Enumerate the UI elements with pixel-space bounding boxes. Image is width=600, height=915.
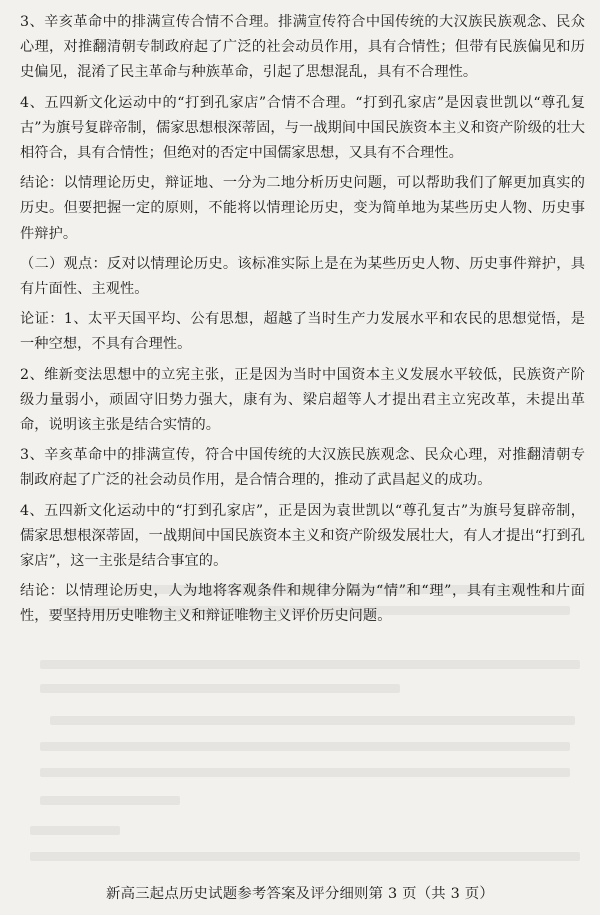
bleed-through-line [40, 684, 400, 693]
paragraph-viewpoint-2: （二）观点：反对以情理论历史。该标准实际上是在为某些历史人物、历史事件辩护，具有片面性、主观性。 [20, 255, 585, 298]
page-footer: 新高三起点历史试题参考答案及评分细则第 3 页（共 3 页） [106, 886, 494, 902]
bleed-through-line [40, 796, 180, 805]
paragraph-conclusion-1: 结论：以情理论历史，辩证地、一分为二地分析历史问题，可以帮助我们了解更加真实的历史。但要把握一定的原则，不能将以情理论历史，变为简单地为某些历史人物、历史事件辩护。 [20, 175, 585, 242]
paragraph-may-fourth-view: 4、五四新文化运动中的“打到孔家店”合情不合理。“打到孔家店”是因袁世凯以“尊孔复古”为旗号复辟帝制，儒家思想根深蒂固，与一战期间中国民族资本主义和资产阶级的壮大相符合，具有合情性；但绝对的否定中国儒家思想，又具有不合理性。 [20, 94, 585, 162]
bleed-through-line [30, 826, 120, 835]
paragraph-xinhai-view: 3、辛亥革命中的排满宣传合情不合理。排满宣传符合中国传统的大汉族民族观念、民众心理，对推翻清朝专制政府起了广泛的社会动员作用，具有合情性；但带有民族偏见和历史偏见，混淆了民主革命与种族革命，引起了思想混乱，具有不合理性。 [20, 14, 585, 81]
paragraph-argument-taiping: 论证：1、太平天国平均、公有思想，超越了当时生产力发展水平和农民的思想觉悟，是一种空想，不具有合理性。 [20, 311, 585, 353]
bleed-through-line [30, 852, 580, 861]
bleed-through-line [40, 768, 570, 777]
bleed-through-line [40, 742, 570, 751]
bleed-through-line [50, 716, 575, 725]
answer-text-body [20, 10, 585, 635]
paragraph-argument-may-fourth: 4、五四新文化运动中的“打到孔家店”，正是因为袁世凯以“尊孔复古”为旗号复辟帝制，儒家思想根深蒂固，一战期间中国民族资本主义和资产阶级发展壮大，有人才提出“打到孔家店”，这一主张是结合事宜的。 [20, 502, 585, 570]
paragraph-conclusion-2: 结论：以情理论历史，人为地将客观条件和规律分隔为“情”和“理”，具有主观性和片面性，要坚持用历史唯物主义和辩证唯物主义评价历史问题。 [20, 583, 585, 625]
bleed-through-line [40, 660, 580, 669]
paragraph-argument-xinhai: 3、辛亥革命中的排满宣传，符合中国传统的大汉族民族观念、民众心理，对推翻清朝专制政府起了广泛的社会动员作用，是合情合理的，推动了武昌起义的成功。 [20, 447, 585, 489]
paragraph-argument-reform: 2、维新变法思想中的立宪主张，正是因为当时中国资本主义发展水平较低，民族资产阶级力量弱小，顽固守旧势力强大，康有为、梁启超等人才提出君主立宪改革，未提出革命，说明该主张是结合实情的。 [20, 366, 585, 434]
